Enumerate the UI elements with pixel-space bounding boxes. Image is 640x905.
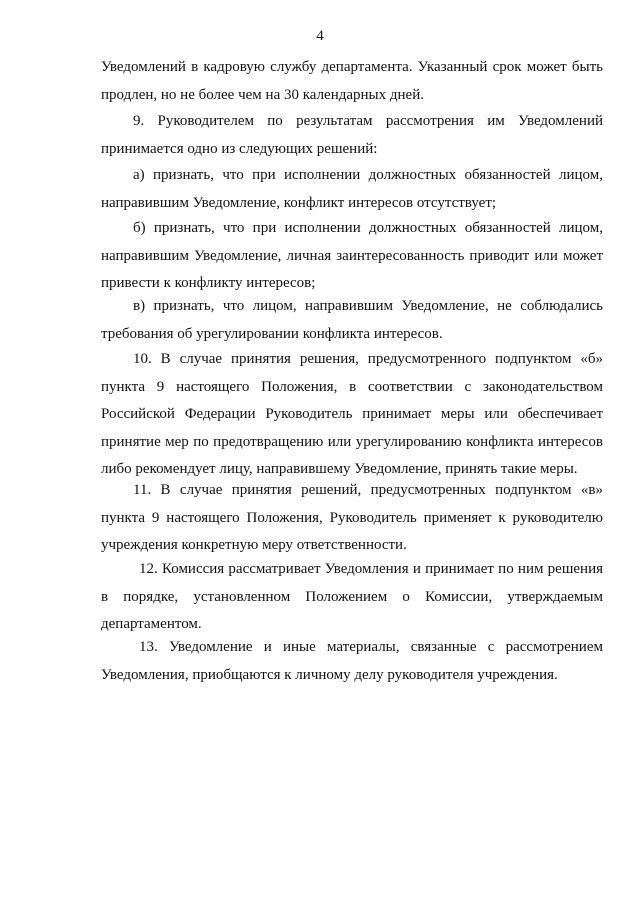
paragraph: 11. В случае принятия решений, предусмотренных подпунктом «в» пункта 9 настоящего Положения, Руководитель применяет к руководителю учреждения конкретную меру ответственности. <box>101 482 603 554</box>
paragraph-subitem-a <box>101 162 603 217</box>
paragraph-item-11 <box>101 477 603 560</box>
paragraph-item-10 <box>101 346 603 484</box>
paragraph-continuation <box>101 54 603 109</box>
paragraph-item-9 <box>101 108 603 163</box>
paragraph: 12. Комиссия рассматривает Уведомления и принимает по ним решения в порядке, установленном Положением о Комиссии, утверждаемым департаментом. <box>101 561 603 633</box>
paragraph-subitem-v <box>101 293 603 348</box>
paragraph-item-13 <box>101 634 603 689</box>
paragraph: Уведомлений в кадровую службу департамента. Указанный срок может быть продлен, но не более чем на 30 календарных дней. <box>101 59 603 103</box>
paragraph: а) признать, что при исполнении должностных обязанностей лицом, направившим Уведомление, конфликт интересов отсутствует; <box>101 167 603 211</box>
paragraph: 10. В случае принятия решения, предусмотренного подпунктом «б» пункта 9 настоящего Положения, в соответствии с законодательством Российской Федерации Руководитель принимает меры или обеспечивает принятие мер по предотвращению или урегулированию конфликта интересов либо рекомендует лицу, направившему Уведомление, принять такие меры. <box>101 351 603 478</box>
page-number: 4 <box>316 28 324 44</box>
paragraph-item-12 <box>101 556 603 639</box>
paragraph: в) признать, что лицом, направившим Уведомление, не соблюдались требования об урегулировании конфликта интересов. <box>101 298 603 342</box>
paragraph: 13. Уведомление и иные материалы, связанные с рассмотрением Уведомления, приобщаются к личному делу руководителя учреждения. <box>101 639 603 683</box>
paragraph: б) признать, что при исполнении должностных обязанностей лицом, направившим Уведомление, личная заинтересованность приводит или может привести к конфликту интересов; <box>101 220 603 292</box>
paragraph-subitem-b <box>101 215 603 298</box>
paragraph: 9. Руководителем по результатам рассмотрения им Уведомлений принимается одно из следующих решений: <box>101 113 603 157</box>
